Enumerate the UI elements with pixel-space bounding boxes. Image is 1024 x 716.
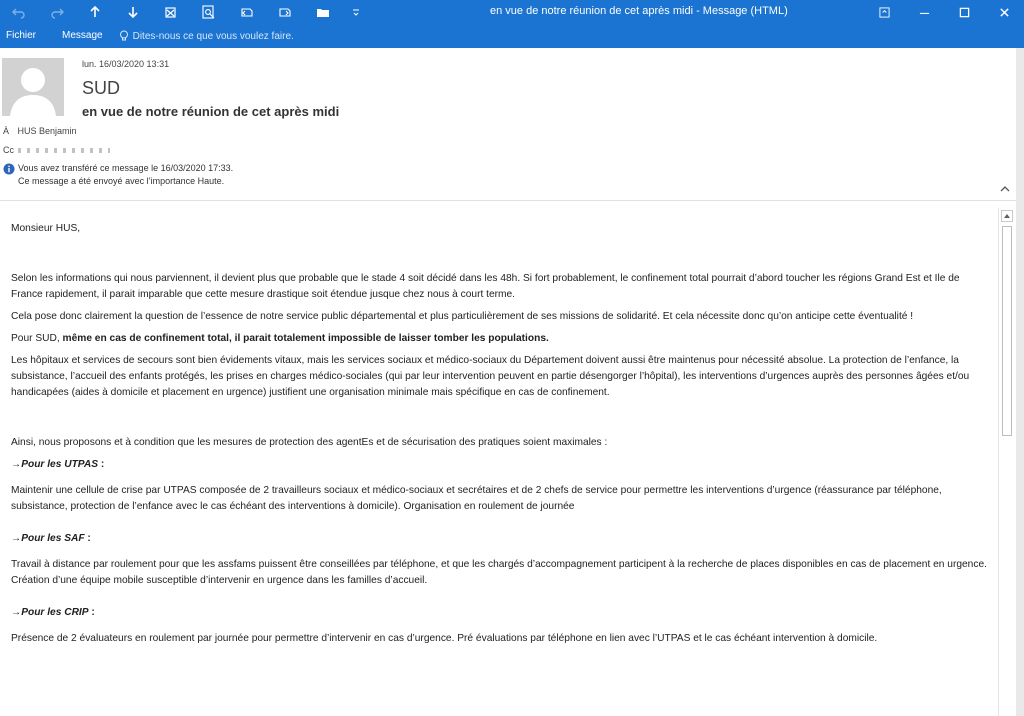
greeting: Monsieur HUS, <box>11 223 81 234</box>
cc-recipients-redacted <box>18 148 110 153</box>
heading-utpas-arrow: → <box>11 459 22 470</box>
window-title: en vue de notre réunion de cet après midi - Message (HTML) <box>490 5 788 17</box>
reply-icon[interactable] <box>228 0 266 24</box>
heading-saf <box>11 531 991 547</box>
more-icon[interactable] <box>342 0 370 24</box>
to-recipient[interactable]: HUS Benjamin <box>17 126 77 136</box>
message-header <box>0 48 1016 200</box>
heading-saf-text: Pour les SAF <box>21 533 85 544</box>
minimize-icon[interactable] <box>904 0 944 24</box>
cc-line <box>3 145 110 155</box>
heading-crip-arrow: → <box>11 607 22 618</box>
message-body <box>0 201 998 716</box>
heading-utpas-text: Pour les UTPAS <box>21 459 98 470</box>
info-line-importance: Ce message a été envoyé avec l’importance Haute. <box>18 176 225 186</box>
ribbon-tab-bar <box>0 24 1024 48</box>
tab-fichier[interactable]: Fichier <box>6 30 37 41</box>
info-bar <box>3 162 233 188</box>
info-icon <box>3 163 15 175</box>
tell-me-text: Dites-nous ce que vous voulez faire. <box>132 30 294 42</box>
to-line <box>3 126 77 136</box>
paragraph-5: Ainsi, nous proposons et à condition que les mesures de protection des agentEs et de sécurisation des pratiques soient maximales : <box>11 437 608 448</box>
window-controls <box>864 0 1024 24</box>
scroll-up-icon <box>1002 211 1012 221</box>
tab-message[interactable]: Message <box>62 30 103 41</box>
collapse-header-icon[interactable] <box>998 182 1012 196</box>
message-subject: en vue de notre réunion de cet après midi <box>82 104 340 119</box>
scrollbar-thumb[interactable] <box>1002 226 1012 436</box>
paragraph-3-bold: même en cas de confinement total, il parait totalement impossible de laisser tomber les populations. <box>62 333 549 344</box>
scroll-up-button[interactable] <box>1001 210 1013 222</box>
restore-ribbon-icon[interactable] <box>864 0 904 24</box>
delete-icon[interactable] <box>152 0 190 24</box>
down-arrow-icon[interactable] <box>114 0 152 24</box>
sender-name[interactable]: SUD <box>82 78 121 98</box>
heading-saf-arrow: → <box>11 533 22 544</box>
forward-icon[interactable] <box>266 0 304 24</box>
lightbulb-icon <box>119 30 129 42</box>
message-content <box>11 221 991 647</box>
paragraph-3-prefix: Pour SUD, <box>11 333 63 344</box>
paragraph-utpas: Maintenir une cellule de crise par UTPAS composée de 2 travailleurs sociaux et médico-sociaux et secrétaires et de 2 chefs de service pour permettre les interventions d’urgence (réassurance par téléphone, subsistance, protection de l’enfance avec le cas échéant des interventions à domicile). Organisation en roulement de journée <box>11 485 942 512</box>
search-icon[interactable] <box>190 0 228 24</box>
message-date: lun. 16/03/2020 13:31 <box>82 59 170 69</box>
heading-crip-text: Pour les CRIP <box>21 607 89 618</box>
close-icon[interactable] <box>984 0 1024 24</box>
up-arrow-icon[interactable] <box>76 0 114 24</box>
paragraph-4: Les hôpitaux et services de secours sont bien évidements vitaux, mais les services sociaux et médico-sociaux du Département doivent aussi être maintenus pour nécessité absolue. La protection de l’enfance, la subsistance, l’accueil des enfants protégés, les prises en charges médico-sociales (qui par leur intervention peuvent en partie désengorger l’hôpital), les interventions d’urgences auprès des personnes âgées et/ou handicapées (aides à domicile et placement en urgence) justifient une organisation minimale mais spécifique en cas de confinement. <box>11 355 970 398</box>
undo-icon[interactable] <box>0 0 38 24</box>
heading-saf-suffix: : <box>84 533 91 544</box>
redo-icon[interactable] <box>38 0 76 24</box>
heading-utpas-suffix: : <box>98 459 105 470</box>
to-label: À <box>3 126 10 136</box>
maximize-icon[interactable] <box>944 0 984 24</box>
tell-me-box[interactable] <box>119 30 294 42</box>
paragraph-3 <box>11 331 991 347</box>
folder-icon[interactable] <box>304 0 342 24</box>
heading-crip-suffix: : <box>88 607 95 618</box>
avatar <box>2 58 64 116</box>
paragraph-saf-2: Création d’une équipe mobile susceptible d’intervenir en urgence dans les familles d’accueil. <box>11 575 428 586</box>
heading-utpas <box>11 457 991 473</box>
vertical-scrollbar[interactable] <box>998 208 1014 716</box>
cc-label: Cc <box>3 145 14 155</box>
paragraph-1: Selon les informations qui nous parviennent, il devient plus que probable que le stade 4 soit décidé dans les 48h. Si fort probablement, le confinement total pourrait d’abord toucher les régions Grand Est et Ile de France rapidement, il parait imparable que cette mesure drastique soit étendue jusque chez nous à court terme. <box>11 273 960 300</box>
title-bar <box>0 0 1024 24</box>
info-line-forwarded: Vous avez transféré ce message le 16/03/2020 17:33. <box>18 163 234 173</box>
heading-crip <box>11 605 991 621</box>
paragraph-2: Cela pose donc clairement la question de l’essence de notre service public départemental et plus particulièrement de ses missions de solidarité. Et cela nécessite donc qu’on anticipe cette éventualité ! <box>11 311 914 322</box>
paragraph-saf-1: Travail à distance par roulement pour que les assfams puissent être conseillées par téléphone, et que les chargés d’accompagnement participent à la recherche de places disponibles en cas de placement en urgence. <box>11 559 987 570</box>
background-window-edge <box>1016 48 1024 716</box>
paragraph-crip: Présence de 2 évaluateurs en roulement par journée pour permettre d’intervenir en cas d’urgence. Pré évaluations par téléphone en lien avec l’UTPAS et le cas échéant intervention à domicile. <box>11 633 878 644</box>
quick-access-toolbar <box>0 0 370 24</box>
